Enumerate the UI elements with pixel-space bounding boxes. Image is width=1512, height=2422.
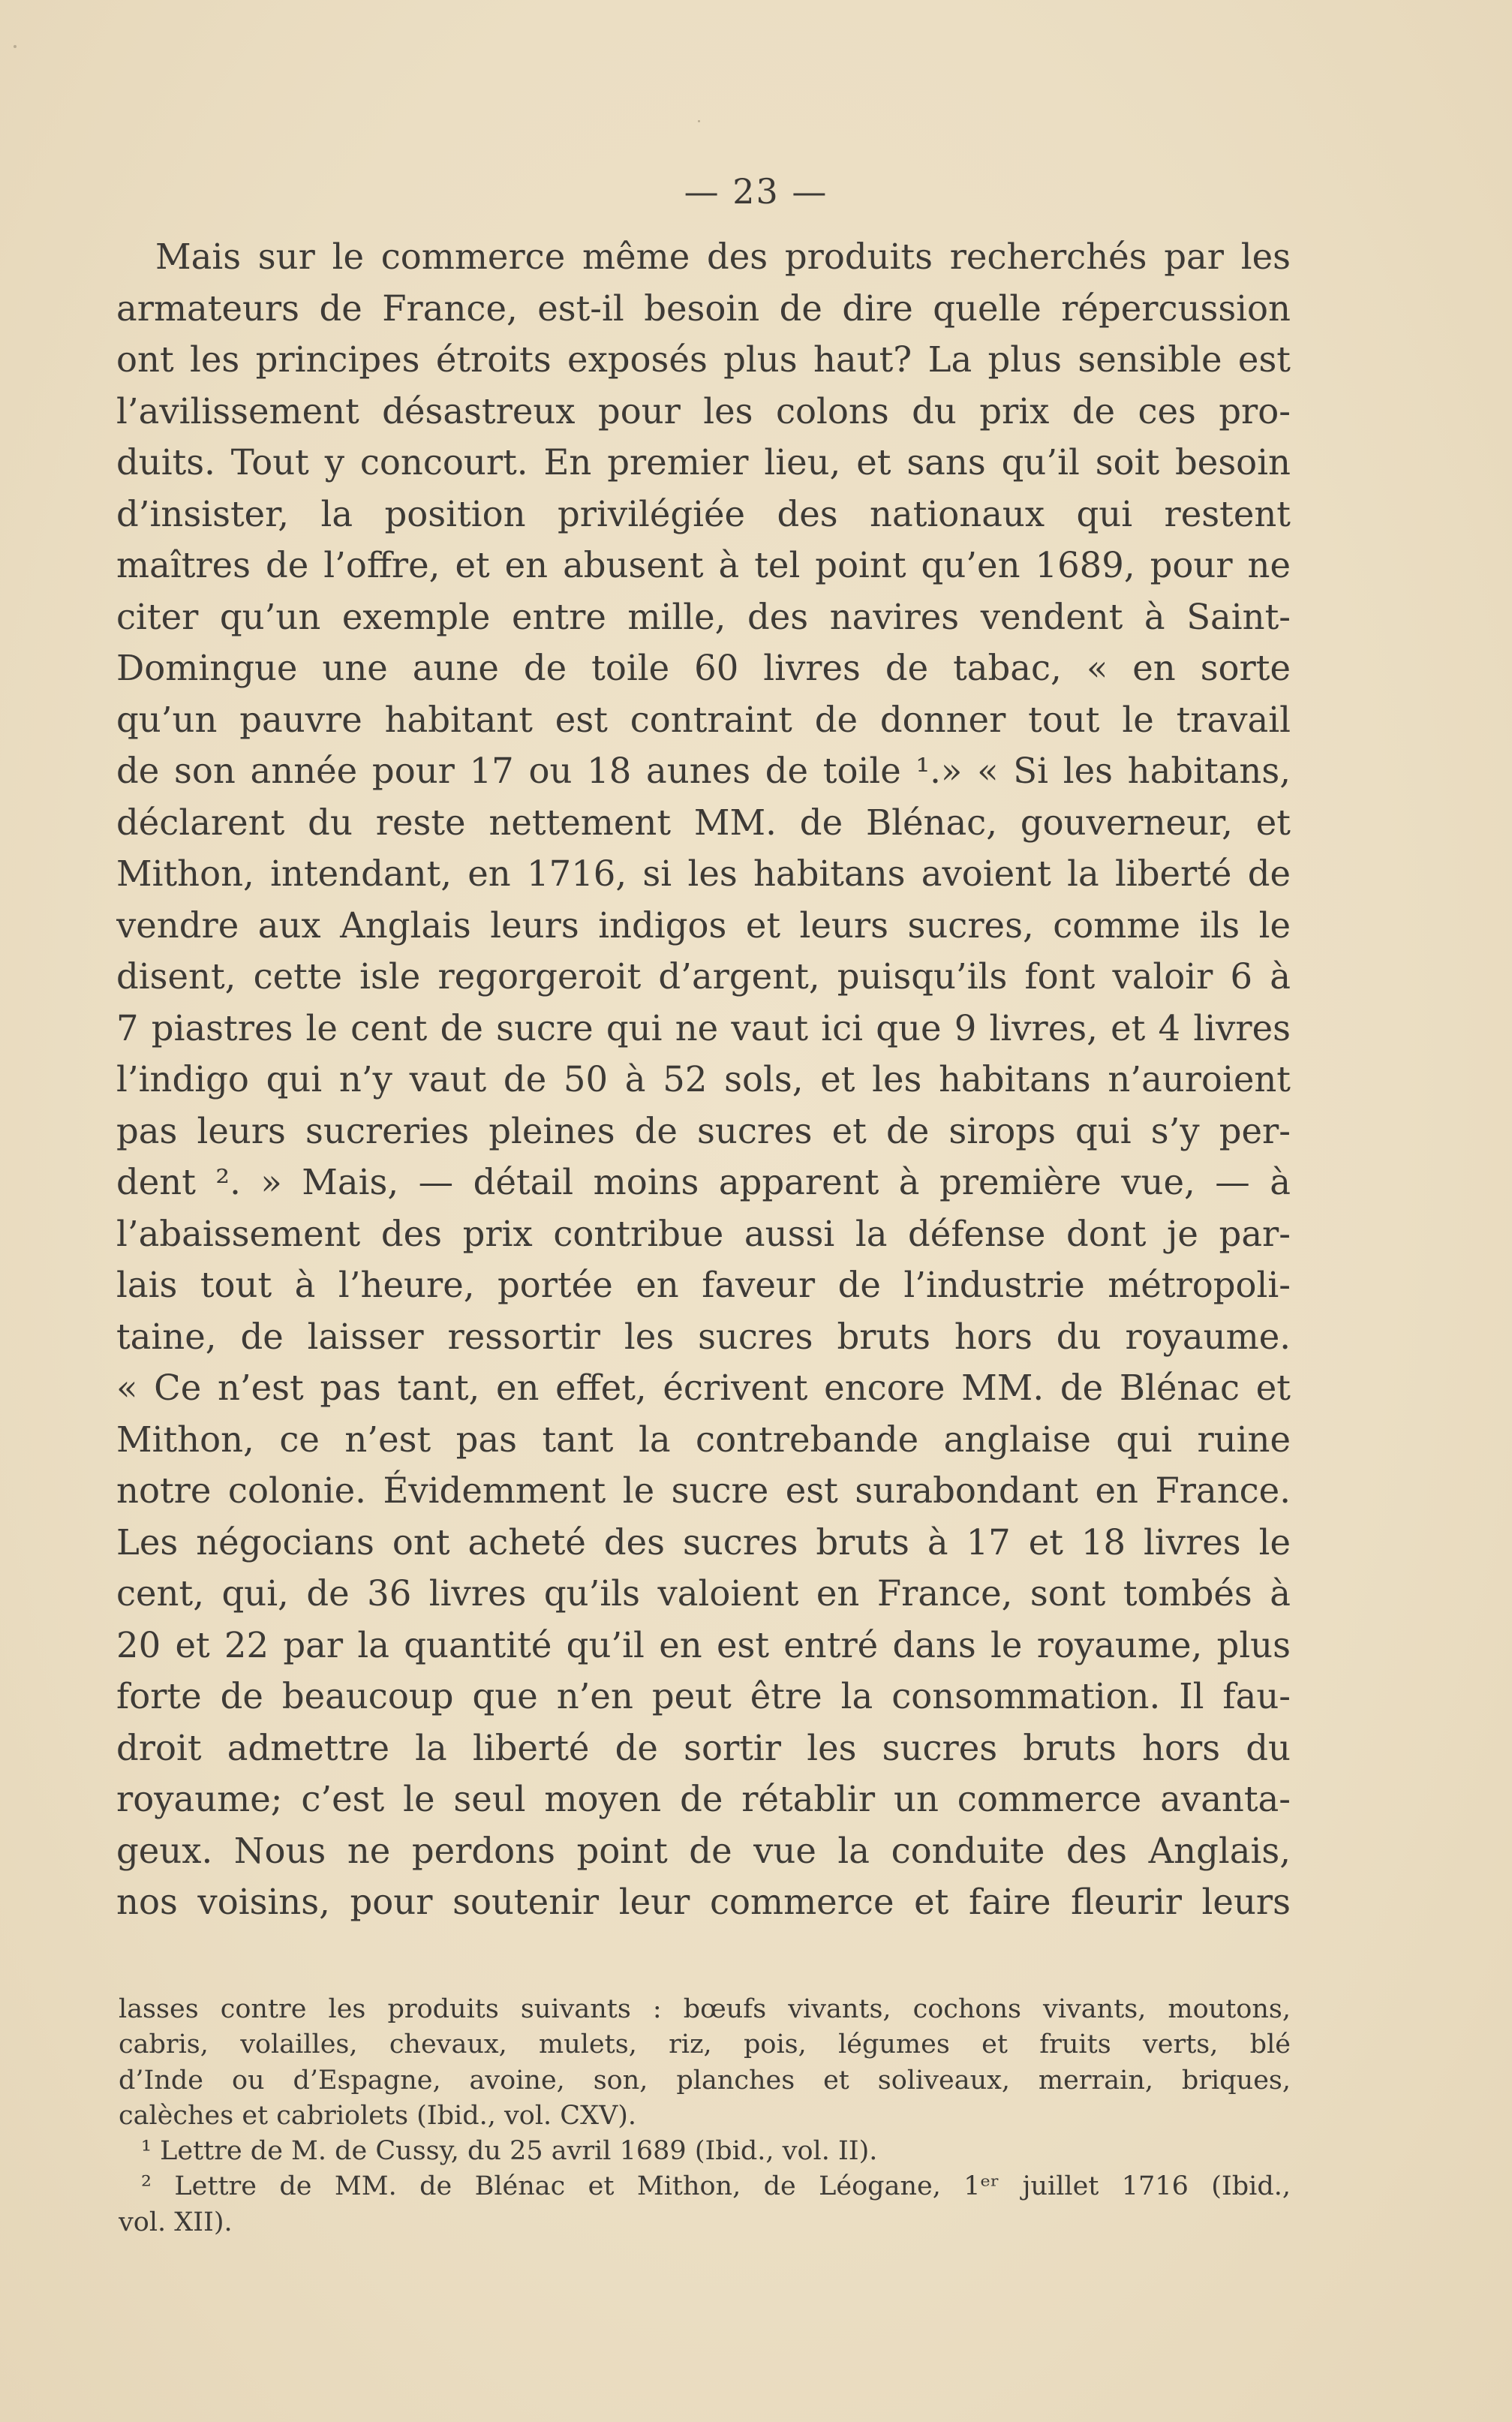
text-line: l’abaissement des prix contribue aussi la défense dont je par- — [116, 1213, 1291, 1254]
text-line: ont les principes étroits exposés plus haut? La plus sensible est — [116, 339, 1291, 380]
text-line: 7 piastres le cent de sucre qui ne vaut ici que 9 livres, et 4 livres — [116, 1007, 1291, 1049]
text-line: disent, cette isle regorgeroit d’argent, puisqu’ils font valoir 6 à — [116, 956, 1291, 997]
text-line: Les négocians ont acheté des sucres bruts à 17 et 18 livres le — [116, 1521, 1291, 1563]
text-line: Mithon, intendant, en 1716, si les habitans avoient la liberté de — [116, 853, 1291, 894]
text-line: 20 et 22 par la quantité qu’il en est entré dans le royaume, plus — [116, 1624, 1291, 1665]
text-line: citer qu’un exemple entre mille, des navires vendent à Saint- — [116, 596, 1291, 637]
footnote-line: vol. XII). — [119, 2207, 233, 2237]
text-line: qu’un pauvre habitant est contraint de donner tout le travail — [116, 699, 1291, 740]
text-line: de son année pour 17 ou 18 aunes de toile ¹.» « Si les habitans, — [116, 751, 1291, 791]
text-line: forte de beaucoup que n’en peut être la consommation. Il fau- — [116, 1676, 1291, 1716]
text-line: duits. Tout y concourt. En premier lieu, et sans qu’il soit besoin — [116, 442, 1291, 483]
text-line: Domingue une aune de toile 60 livres de tabac, « en sorte — [116, 648, 1291, 688]
text-line: geux. Nous ne perdons point de vue la conduite des Anglais, — [116, 1830, 1291, 1871]
footnote-2: ² Lettre de MM. de Blénac et Mithon, de Léogane, 1ᵉʳ juillet 1716 (Ibid., — [141, 2171, 1291, 2202]
footnote-line: cabris, volailles, chevaux, mulets, riz, pois, légumes et fruits verts, blé — [119, 2029, 1291, 2060]
text-line: Mais sur le commerce même des produits recherchés par les — [155, 236, 1291, 277]
text-line: Mithon, ce n’est pas tant la contrebande anglaise qui ruine — [116, 1419, 1291, 1460]
text-line: nos voisins, pour soutenir leur commerce et faire fleurir leurs — [116, 1882, 1291, 1922]
footnote-line: calèches et cabriolets (Ibid., vol. CXV). — [119, 2100, 637, 2131]
text-line: taine, de laisser ressortir les sucres bruts hors du royaume. — [116, 1316, 1291, 1357]
text-line: l’avilissement désastreux pour les colons du prix de ces pro- — [116, 390, 1291, 432]
footnote-line: lasses contre les produits suivants : bœufs vivants, cochons vivants, moutons, — [119, 1994, 1291, 2024]
main-text — [116, 231, 1291, 1928]
text-line: maîtres de l’offre, et en abusent à tel point qu’en 1689, pour ne — [116, 545, 1291, 585]
text-line: déclarent du reste nettement MM. de Blénac, gouverneur, et — [116, 802, 1291, 843]
text-line: notre colonie. Évidemment le sucre est surabondant en France. — [116, 1470, 1291, 1511]
page-number: — 23 — — [684, 171, 828, 212]
text-line: d’insister, la position privilégiée des nationaux qui restent — [116, 493, 1291, 534]
text-line: lais tout à l’heure, portée en faveur de l’industrie métropoli- — [116, 1265, 1291, 1305]
text-line: droit admettre la liberté de sortir les sucres bruts hors du — [116, 1727, 1291, 1768]
text-line: « Ce n’est pas tant, en effet, écrivent encore MM. de Blénac et — [116, 1367, 1291, 1408]
text-line: vendre aux Anglais leurs indigos et leurs sucres, comme ils le — [116, 904, 1291, 946]
footnote-1: ¹ Lettre de M. de Cussy, du 25 avril 1689 (Ibid., vol. II). — [141, 2136, 878, 2167]
text-line: cent, qui, de 36 livres qu’ils valoient en France, sont tombés à — [116, 1573, 1291, 1614]
paper-speck — [698, 120, 700, 122]
paper-speck — [14, 45, 17, 48]
text-line: l’indigo qui n’y vaut de 50 à 52 sols, et les habitans n’auroient — [116, 1059, 1291, 1100]
text-line: dent ². » Mais, — détail moins apparent à première vue, — à — [116, 1162, 1291, 1202]
footnotes — [119, 1992, 1291, 2240]
footnote-line: d’Inde ou d’Espagne, avoine, son, planches et soliveaux, merrain, briques, — [119, 2065, 1291, 2096]
text-line: pas leurs sucreries pleines de sucres et de sirops qui s’y per- — [116, 1110, 1291, 1151]
text-line: armateurs de France, est-il besoin de dire quelle répercussion — [116, 287, 1291, 329]
text-line: royaume; c’est le seul moyen de rétablir un commerce avanta- — [116, 1779, 1291, 1819]
